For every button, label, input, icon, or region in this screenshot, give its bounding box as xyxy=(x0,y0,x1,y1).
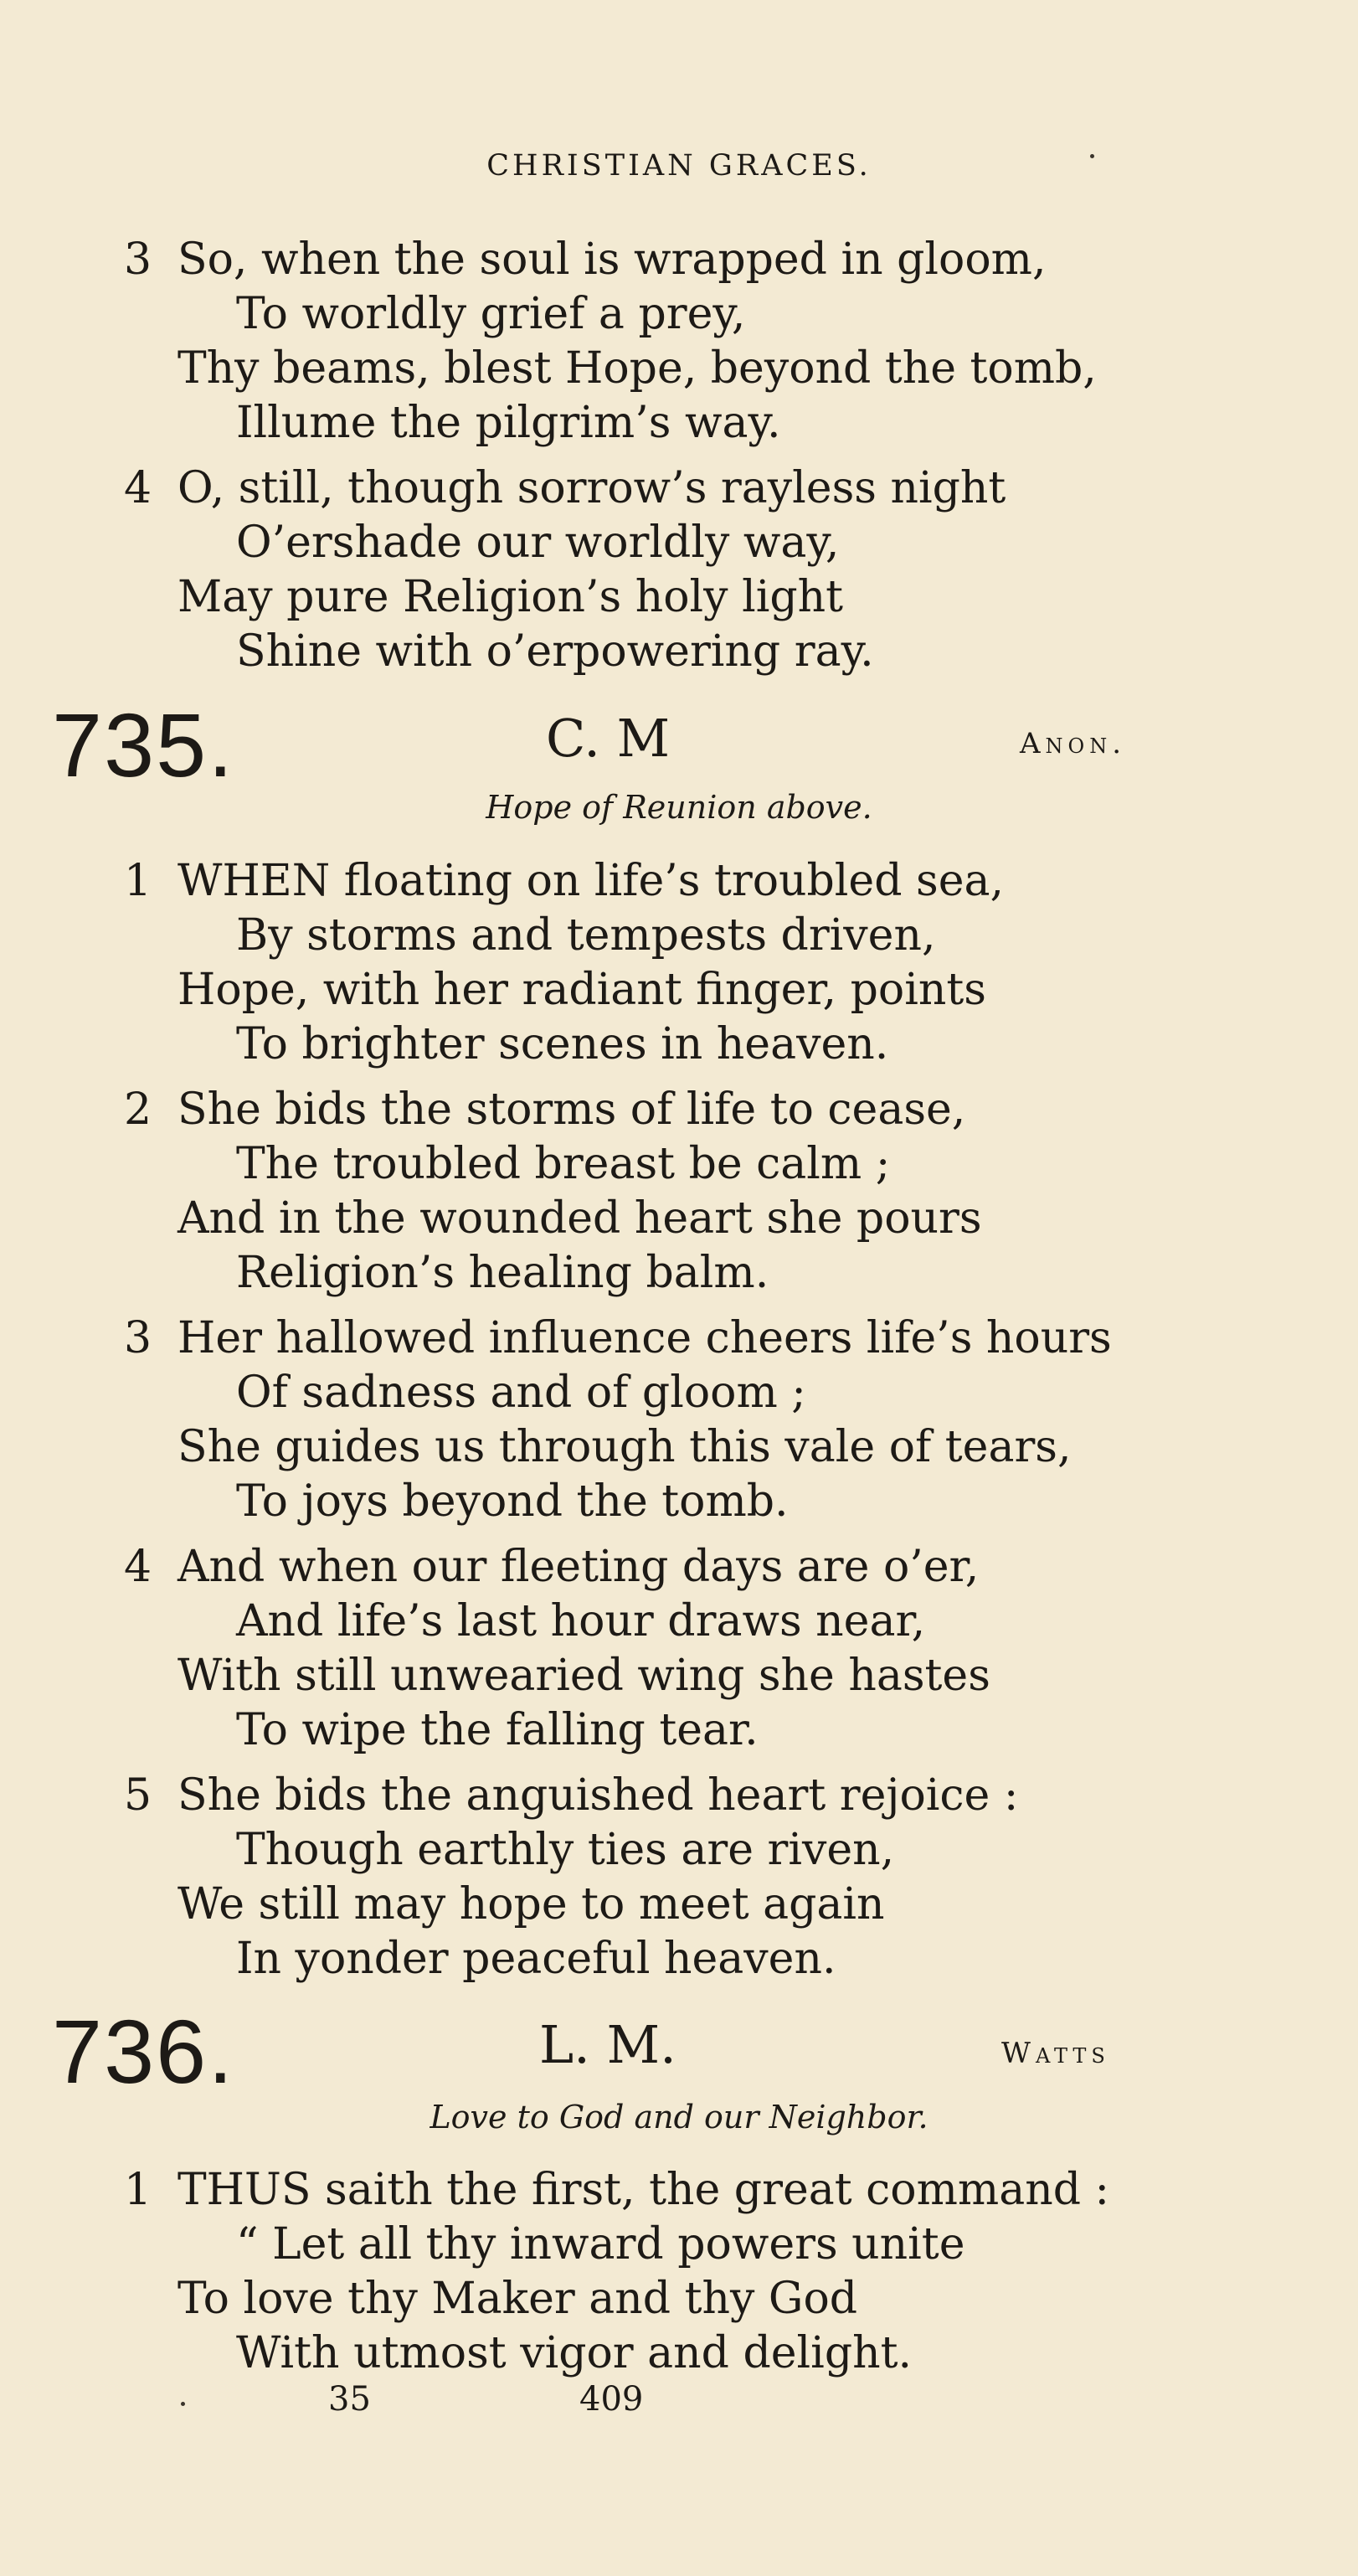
hymn-number: 736. xyxy=(52,2001,235,2102)
author: Anon. xyxy=(1020,727,1127,760)
verse-number: 2 xyxy=(124,1084,152,1135)
verse-line: She bids the storms of life to cease, xyxy=(177,1084,966,1135)
speck xyxy=(1090,154,1094,158)
verse-line: And when our fleeting days are o’er, xyxy=(177,1542,980,1592)
verse-number: 4 xyxy=(124,1542,152,1592)
verse-line: Religion’s healing balm. xyxy=(236,1248,769,1298)
verse-line: By storms and tempests driven, xyxy=(236,910,936,961)
verse-line: To worldly grief a prey, xyxy=(236,289,746,339)
author: Watts xyxy=(1001,2037,1110,2070)
verse-line: In yonder peaceful heaven. xyxy=(236,1934,836,1984)
verse-line: To brighter scenes in heaven. xyxy=(236,1019,889,1069)
verse-line: With still unwearied wing she hastes xyxy=(177,1651,990,1701)
verse-number: 1 xyxy=(124,2165,152,2215)
signature-mark: 35 xyxy=(328,2380,371,2419)
verse-line: Her hallowed influence cheers life’s hours xyxy=(177,1313,1112,1363)
hymn-subtitle: Love to God and our Neighbor. xyxy=(430,2099,928,2136)
verse-line: Shine with o’erpowering ray. xyxy=(236,626,874,677)
verse-line: WHEN floating on life’s troubled sea, xyxy=(177,856,1005,906)
verse-line: Hope, with her radiant finger, points xyxy=(177,965,986,1015)
page-number: 409 xyxy=(579,2380,644,2419)
verse-line: And in the wounded heart she pours xyxy=(177,1193,982,1244)
verse-line: And life’s last hour draws near, xyxy=(236,1596,926,1646)
verse-line: May pure Religion’s holy light xyxy=(177,572,844,622)
verse-line: THUS saith the first, the great command : xyxy=(177,2165,1110,2215)
verse-number: 1 xyxy=(124,856,152,906)
verse-line: Though earthly ties are riven, xyxy=(236,1825,895,1875)
verse-number: 3 xyxy=(124,1313,152,1363)
verse-line: Thy beams, blest Hope, beyond the tomb, xyxy=(177,343,1097,394)
verse-line: Illume the pilgrim’s way. xyxy=(236,398,781,448)
verse-number: 5 xyxy=(124,1770,152,1821)
verse-line: Of sadness and of gloom ; xyxy=(236,1368,806,1418)
hymn-subtitle: Hope of Reunion above. xyxy=(486,789,872,826)
verse-line: We still may hope to meet again xyxy=(177,1879,885,1929)
meter: C. M xyxy=(546,708,671,769)
verse-line: To love thy Maker and thy God xyxy=(177,2274,858,2324)
verse-number: 3 xyxy=(124,234,152,285)
speck xyxy=(181,2402,185,2406)
verse-line: With utmost vigor and delight. xyxy=(236,2328,913,2378)
verse-line: O, still, though sorrow’s rayless night xyxy=(177,463,1006,513)
verse-line: So, when the soul is wrapped in gloom, xyxy=(177,234,1047,285)
verse-line: The troubled breast be calm ; xyxy=(236,1139,891,1189)
verse-line: She guides us through this vale of tears, xyxy=(177,1422,1072,1472)
verse-line: To wipe the falling tear. xyxy=(236,1705,759,1755)
verse-line: “ Let all thy inward powers unite xyxy=(236,2219,965,2269)
verse-number: 4 xyxy=(124,463,152,513)
verse-line: She bids the anguished heart rejoice : xyxy=(177,1770,1019,1821)
verse-line: O’ershade our worldly way, xyxy=(236,518,840,568)
verse-line: To joys beyond the tomb. xyxy=(236,1476,789,1527)
hymn-number: 735. xyxy=(52,694,235,796)
meter: L. M. xyxy=(539,2014,676,2075)
running-header: CHRISTIAN GRACES. xyxy=(486,149,872,183)
